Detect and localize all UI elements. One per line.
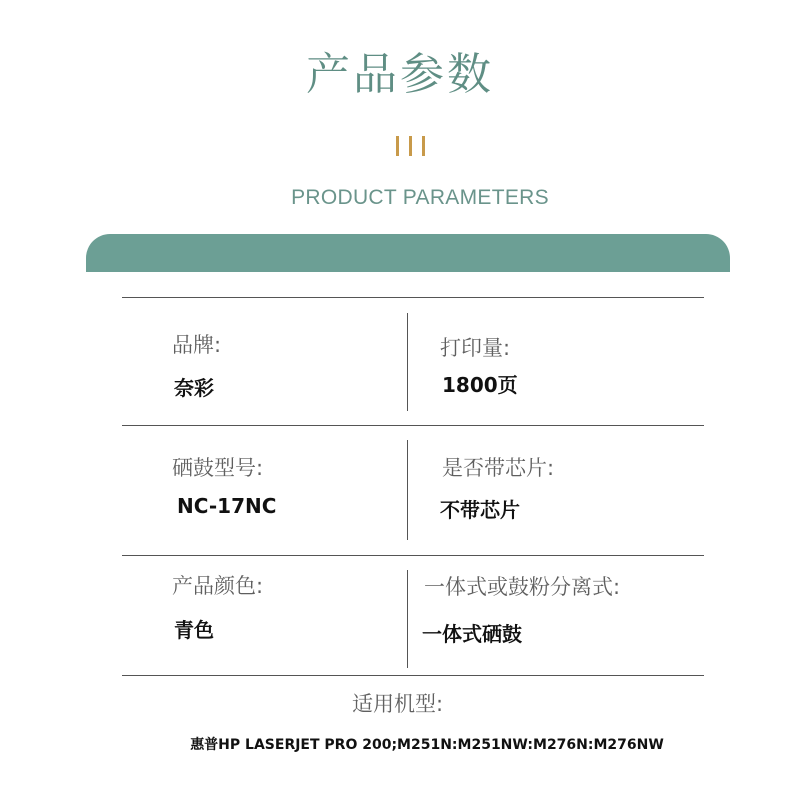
brand-value: 奈彩 <box>174 376 214 400</box>
model-label: 硒鼓型号: <box>172 456 264 480</box>
table-divider <box>122 675 704 676</box>
table-divider <box>122 555 704 556</box>
table-divider <box>122 297 704 298</box>
type-value: 一体式硒鼓 <box>422 622 522 646</box>
column-divider <box>407 570 408 668</box>
chip-value: 不带芯片 <box>440 498 520 522</box>
decorative-bars <box>396 136 432 156</box>
color-label: 产品颜色: <box>172 574 264 598</box>
compat-label: 适用机型: <box>352 692 444 716</box>
column-divider <box>407 313 408 411</box>
brand-label: 品牌: <box>172 333 222 357</box>
page-subtitle: PRODUCT PARAMETERS <box>291 186 549 209</box>
yield-value: 1800页 <box>442 373 518 397</box>
header-banner <box>86 234 730 272</box>
model-value: NC-17NC <box>177 494 277 518</box>
compat-value: 惠普HP LASERJET PRO 200;M251N:M251NW:M276N:M276NW <box>190 737 664 753</box>
page-title: 产品参数 <box>306 49 494 100</box>
chip-label: 是否带芯片: <box>442 456 555 480</box>
column-divider <box>407 440 408 540</box>
yield-label: 打印量: <box>440 336 511 360</box>
color-value: 青色 <box>174 618 214 642</box>
type-label: 一体式或鼓粉分离式: <box>424 575 621 599</box>
table-divider <box>122 425 704 426</box>
